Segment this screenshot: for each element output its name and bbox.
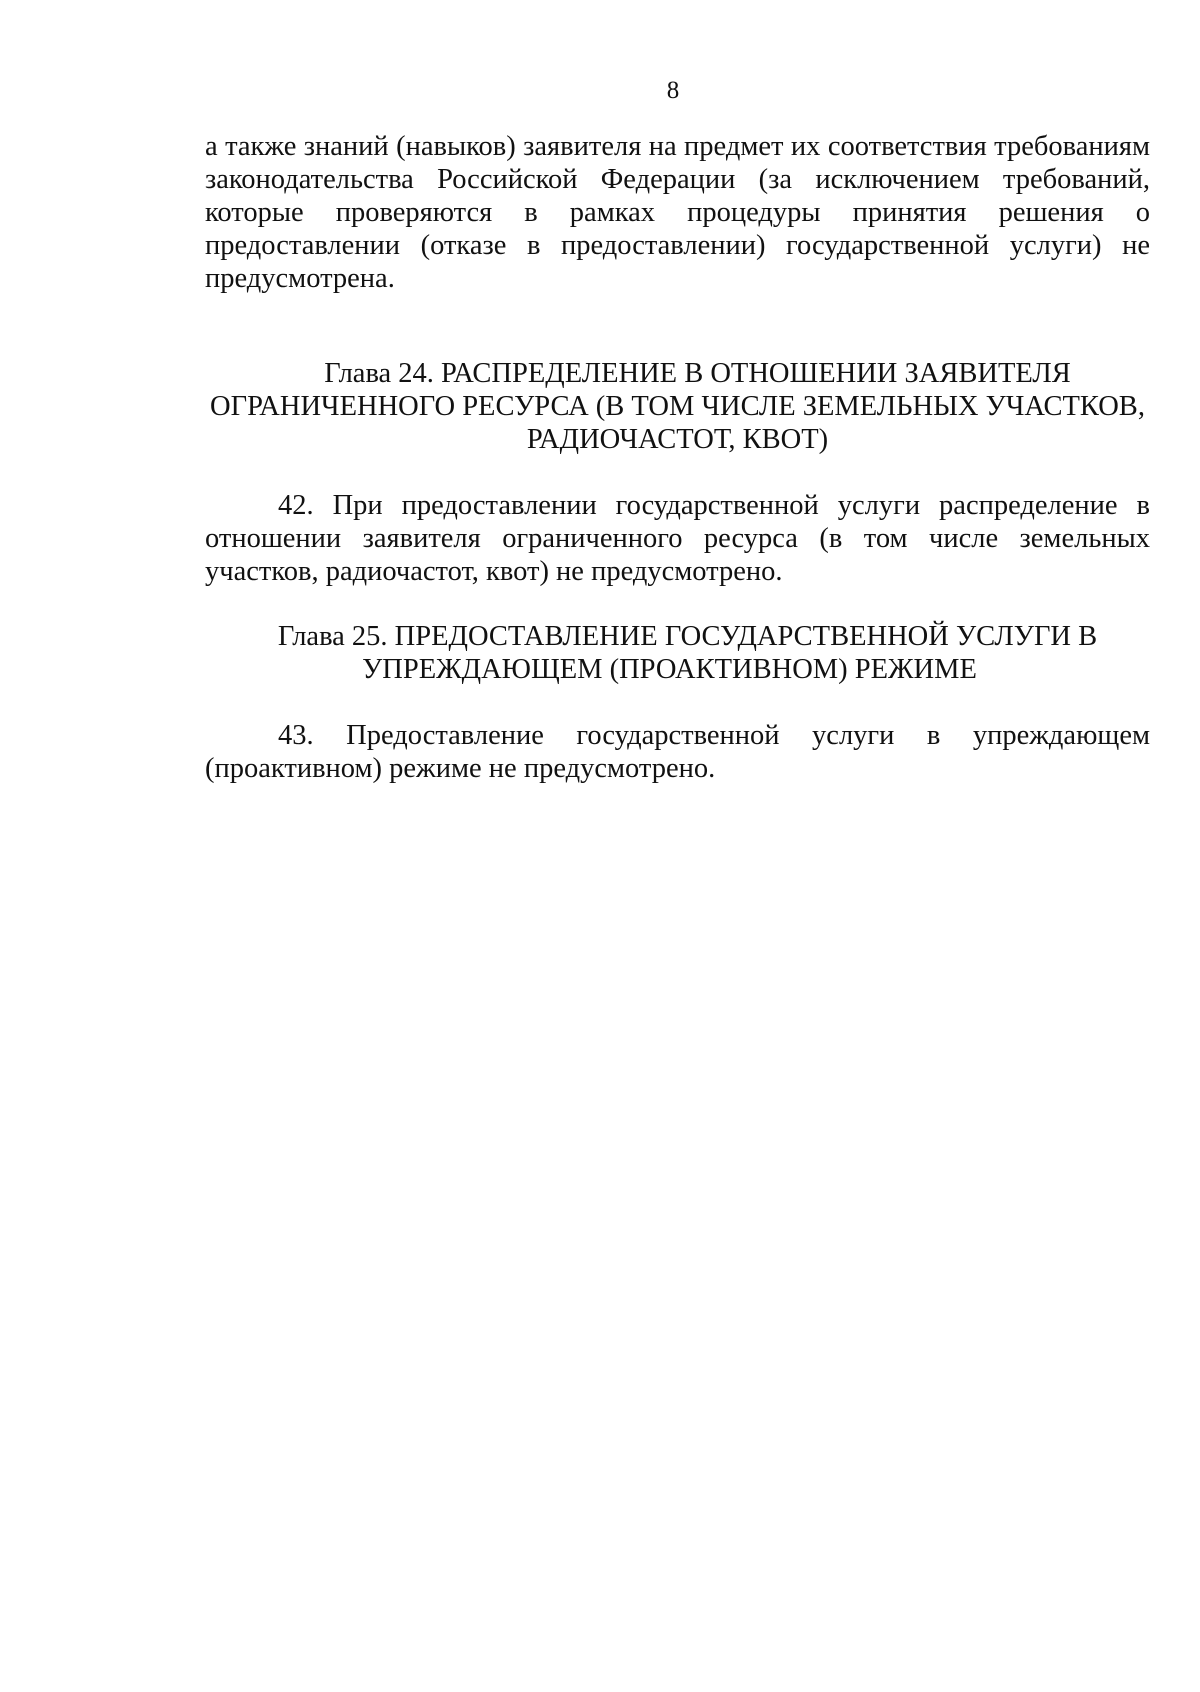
chapter-25-heading-line-1: Глава 25. ПРЕДОСТАВЛЕНИЕ ГОСУДАРСТВЕННОЙ УСЛУГИ В — [277, 621, 1098, 652]
page-number: 8 — [666, 77, 680, 104]
paragraph-43-line-2: (проактивном) режиме не предусмотрено. — [205, 753, 716, 784]
intro-line-2: законодательства Российской Федерации (за исключением требований, — [205, 164, 1150, 195]
paragraph-43-line-1: 43. Предоставление государственной услуги в упреждающем — [278, 720, 1150, 751]
intro-line-5: предусмотрена. — [205, 263, 395, 294]
paragraph-42-line-1: 42. При предоставлении государственной услуги распределение в — [278, 490, 1150, 521]
paragraph-42-line-3: участков, радиочастот, квот) не предусмотрено. — [205, 556, 783, 587]
intro-line-1: а также знаний (навыков) заявителя на предмет их соответствия требованиям — [205, 131, 1150, 162]
paragraph-42-line-2: отношении заявителя ограниченного ресурса (в том числе земельных — [205, 523, 1150, 554]
intro-line-3: которые проверяются в рамках процедуры принятия решения о — [205, 197, 1150, 228]
chapter-25-heading-line-2: УПРЕЖДАЮЩЕМ (ПРОАКТИВНОМ) РЕЖИМЕ — [362, 654, 977, 685]
chapter-24-heading-line-2: ОГРАНИЧЕННОГО РЕСУРСА (В ТОМ ЧИСЛЕ ЗЕМЕЛЬНЫХ УЧАСТКОВ, — [210, 391, 1145, 422]
intro-line-4: предоставлении (отказе в предоставлении) государственной услуги) не — [205, 230, 1150, 261]
chapter-24-heading-line-3: РАДИОЧАСТОТ, КВОТ) — [526, 424, 829, 455]
chapter-24-heading-line-1: Глава 24. РАСПРЕДЕЛЕНИЕ В ОТНОШЕНИИ ЗАЯВИТЕЛЯ — [324, 358, 1071, 389]
